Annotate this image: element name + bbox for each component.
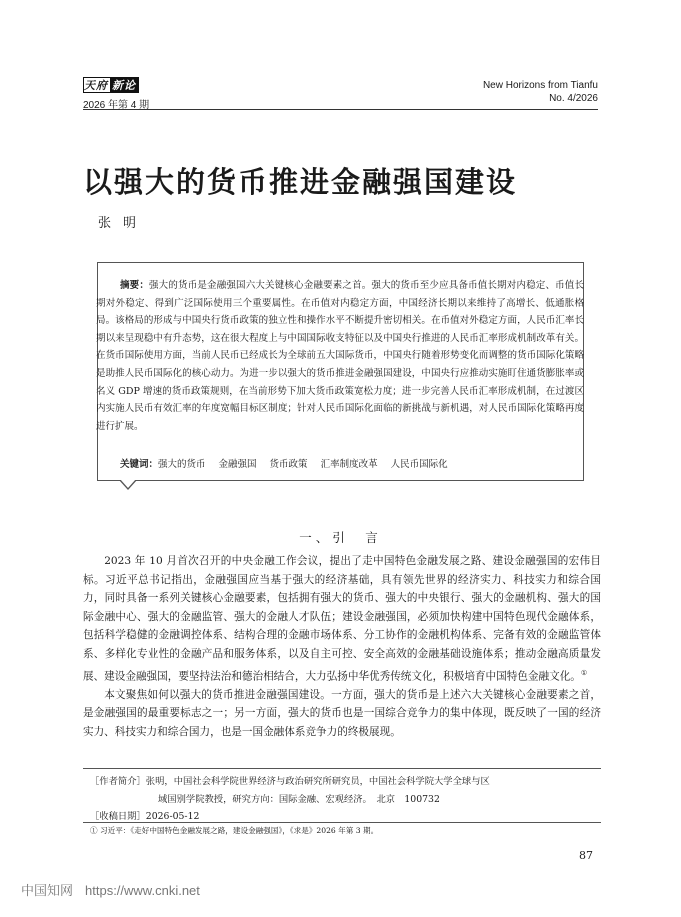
logo-text-a: 天府	[84, 79, 108, 92]
paragraph-text: 2023 年 10 月首次召开的中央金融工作会议，提出了走中国特色金融发展之路、建设金融强国的宏伟目标。习近平总书记指出，金融强国应当基于强大的经济基础，具有领先世界的经济实力、科技实力和综合国力，同时具备一系列关键核心金融要素，包括拥有强大的货币、强大的中央银行、强大的金融机构、强大的国际金融中心、强大的金融监管、强大的金融人才队伍；建设金融强国，必须加快构建中国特色现代金融体系，包括科学稳健的金融调控体系、结构合理的金融市场体系、分工协作的金融机构体系、完备有效的金融监管体系、多样化专业性的金融产品和服务体系，以及自主可控、安全高效的金融基础设施体系；推动金融高质量发展、建设金融强国，要坚持法治和德治相结合，大力弘扬中华优秀传统文化，积极培育中国特色金融文化。	[83, 555, 601, 683]
keyword: 货币政策	[269, 459, 308, 470]
logo-text-b: 新论	[112, 79, 136, 92]
journal-logo	[83, 77, 139, 93]
abstract-box-pointer-fill	[120, 479, 136, 488]
bio-text-1: 张明，中国社会科学院世界经济与政治研究所研究员，中国社会科学院大学全球与区	[145, 776, 490, 787]
received-date: 2026-05-12	[145, 811, 200, 822]
page-number: 87	[579, 849, 593, 862]
abstract	[96, 277, 584, 435]
issue-cn: 2026 年第 4 期	[83, 100, 150, 111]
keyword: 强大的货币	[158, 459, 206, 470]
issue-en: No. 4/2026	[549, 93, 598, 104]
section-heading: 一、引 言	[299, 530, 382, 545]
abstract-label: 摘要：	[120, 280, 150, 291]
journal-name-en: New Horizons from Tianfu	[482, 80, 598, 91]
keywords	[96, 456, 584, 473]
keyword: 汇率制度改革	[320, 459, 378, 470]
watermark	[21, 880, 200, 899]
abstract-text: 强大的货币是金融强国六大关键核心金融要素之首。强大的货币至少应具备币值长期对内稳定、币值长期对外稳定、得到广泛国际使用三个重要属性。在币值对内稳定方面，中国经济长期以来维持了高增长、低通胀格局。该格局的形成与中国央行货币政策的独立性和操作水平不断提升密切相关。在币值对外稳定方面，人民币汇率长期以来呈现稳中有升态势，这在很大程度上与中国国际收支特征以及中国央行推进的人民币汇率形成机制改革有关。在货币国际使用方面，当前人民币已经成长为全球前五大国际货币，中国央行随着形势变化而调整的货币国际化策略是助推人民币国际化的核心动力。为进一步以强大的货币推进金融强国建设，中国央行应推动实施盯住通货膨胀率或名义 GDP 增速的货币政策规则，在当前形势下加大货币政策宽松力度；进一步完善人民币汇率形成机制，在过渡区内实施人民币有效汇率的年度宽幅目标区制度；针对人民币国际化面临的新挑战与新机遇，对人民币国际化策略再度进行扩展。	[96, 280, 584, 432]
keywords-label: 关键词：	[120, 459, 159, 470]
keyword: 人民币国际化	[390, 459, 448, 470]
article-title: 以强大的货币推进金融强国建设	[83, 165, 518, 199]
paragraph: 本文聚焦如何以强大的货币推进金融强国建设。一方面，强大的货币是上述六大关键核心金融要素之首，是金融强国的最重要标志之一；另一方面，强大的货币也是一国综合竞争力的集中体现，既反映了一国的经济实力、科技实力和综合国力，也是一国金融体系竞争力的终极展现。	[83, 688, 601, 738]
footnote-ref[interactable]: ①	[580, 668, 588, 677]
paragraph	[83, 552, 601, 686]
bio-text-2: 域国别学院教授，研究方向：国际金融、宏观经济。 北京 100732	[158, 793, 440, 805]
watermark-name: 中国知网	[21, 883, 74, 898]
watermark-url[interactable]: https://www.cnki.net	[85, 883, 200, 898]
footnote-rule	[83, 822, 601, 823]
bio-line	[90, 773, 595, 791]
bio-label: ［作者简介］	[90, 776, 146, 787]
keyword: 金融强国	[218, 459, 257, 470]
author-bio	[90, 773, 595, 826]
author-name: 张明	[98, 216, 149, 231]
bio-rule	[83, 768, 601, 769]
received-label: ［收稿日期］	[90, 811, 146, 822]
footnote: ① 习近平：《走好中国特色金融发展之路，建设金融强国》，《求是》2026 年第 3 期。	[90, 826, 379, 835]
body-text	[83, 552, 601, 741]
journal-header-en	[483, 79, 598, 105]
header-rule	[83, 109, 598, 110]
